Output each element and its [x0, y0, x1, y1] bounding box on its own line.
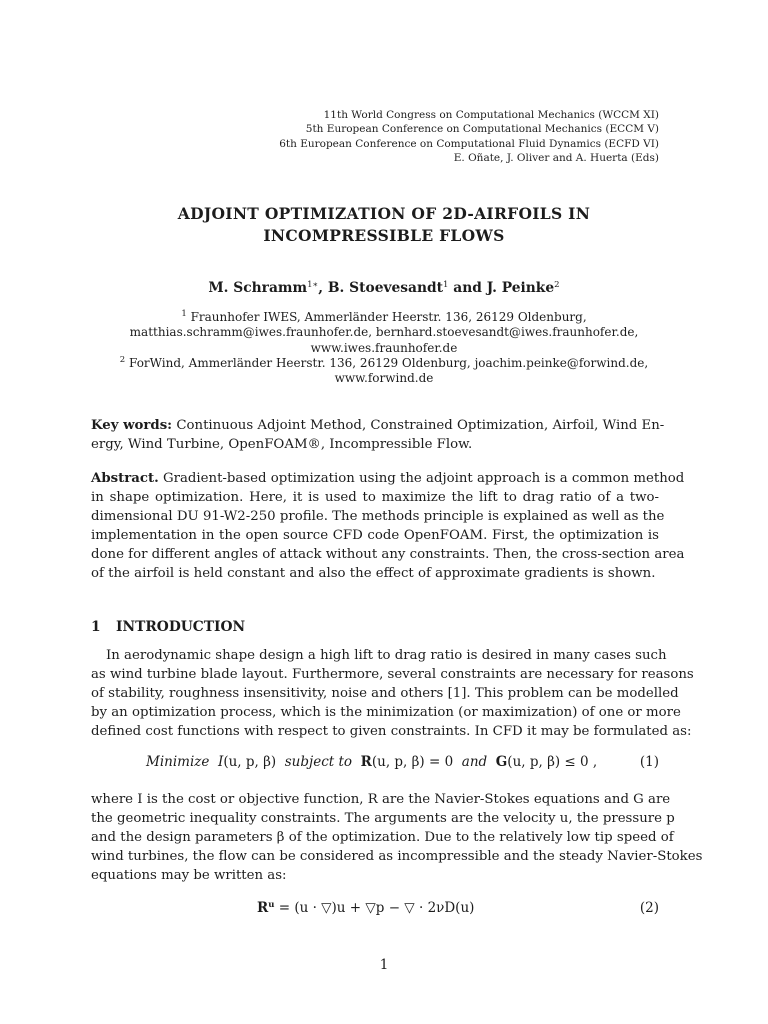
keywords-label: Key words: [91, 418, 173, 433]
conference-editors: E. Oñate, J. Oliver and A. Huerta (Eds) [453, 151, 659, 164]
author-separator: , [318, 280, 328, 296]
abstract-line: in shape optimization. Here, it is used to maximize the lift to drag ratio of a two- [91, 490, 659, 506]
affiliation-text: ForWind, Ammerländer Heerstr. 136, 26129 Oldenburg, joachim.peinke@forwind.de, [125, 355, 649, 370]
body-line: In aerodynamic shape design a high lift to drag ratio is desired in many cases such [106, 648, 667, 663]
page-number: 1 [379, 957, 389, 973]
author-name: M. Schramm [208, 280, 308, 296]
abstract-line: of the airfoil is held constant and also the effect of approximate gradients is shown. [91, 566, 656, 582]
affiliation-mark: 1 [181, 309, 187, 319]
abstract [91, 469, 685, 584]
body-line: where I is the cost or objective function, R are the Navier-Stokes equations and G are [91, 792, 671, 807]
equation-number: (1) [639, 754, 659, 770]
author-list [0, 280, 768, 296]
body-line: and the design parameters β of the optimization. Due to the relatively low tip speed of [91, 830, 674, 846]
conference-line: 6th European Conference on Computational Fluid Dynamics (ECFD VI) [279, 137, 659, 150]
eq-r-args: (u, p, β) = 0 [371, 754, 454, 770]
title-line: INCOMPRESSIBLE FLOWS [263, 226, 505, 245]
abstract-line: done for different angles of attack without any constraints. Then, the cross-section area [91, 547, 685, 563]
eq-and: and [461, 754, 488, 770]
author-affiliation-mark: 2 [554, 280, 560, 290]
eq-symbol-r: R [360, 754, 372, 770]
equation-number: (2) [639, 900, 659, 916]
author-separator: and [448, 280, 487, 296]
affiliation-line [0, 310, 768, 325]
conference-line: 11th World Congress on Computational Mechanics (WCCM XI) [323, 109, 659, 121]
eq-args: (u, p, β) [223, 754, 277, 770]
body-line: defined cost functions with respect to given constraints. In CFD it may be formulated as: [91, 724, 692, 740]
eq-symbol-r: R [257, 900, 269, 916]
eq-superscript: u [268, 900, 275, 910]
paper-title [0, 203, 768, 247]
abstract-line [91, 469, 685, 488]
author-name: J. Peinke [486, 280, 555, 296]
equation-body [257, 900, 474, 916]
abstract-line: implementation in the open source CFD code OpenFOAM. First, the optimization is [91, 528, 659, 544]
eq-minimize: Minimize [146, 754, 210, 770]
abstract-label: Abstract. [91, 471, 159, 486]
conference-header [279, 108, 659, 165]
author-affiliation-mark: 1∗ [307, 280, 319, 290]
keywords [91, 416, 665, 454]
affiliation-emails: matthias.schramm@iwes.fraunhofer.de, bernhard.stoevesandt@iwes.fraunhofer.de, [129, 325, 639, 340]
body-line: wind turbines, the flow can be considered as incompressible and the steady Navier-Stokes [91, 849, 703, 865]
abstract-line: dimensional DU 91-W2-250 profile. The methods principle is explained as well as the [91, 509, 665, 525]
author-affiliation-mark: 1 [443, 280, 449, 290]
section-number: 1 [91, 619, 101, 635]
keywords-line: ergy, Wind Turbine, OpenFOAM®, Incompressible Flow. [91, 437, 473, 453]
affiliation-line [0, 356, 768, 371]
body-line: as wind turbine blade layout. Furthermore, several constraints are necessary for reasons [91, 667, 694, 683]
keywords-text: Continuous Adjoint Method, Constrained Optimization, Airfoil, Wind En- [172, 418, 665, 433]
abstract-text: Gradient-based optimization using the adjoint approach is a common method [158, 471, 685, 486]
affiliation-text: Fraunhofer IWES, Ammerländer Heerstr. 136, 26129 Oldenburg, [186, 310, 587, 324]
body-line: equations may be written as: [91, 868, 287, 884]
body-paragraph [91, 790, 703, 885]
eq-subject-to: subject to [284, 754, 353, 770]
body-line: the geometric inequality constraints. The arguments are the velocity u, the pressure p [91, 811, 675, 827]
section-title: INTRODUCTION [116, 619, 246, 635]
equation-body [146, 754, 597, 770]
affiliation-website: www.iwes.fraunhofer.de [310, 340, 458, 355]
title-line: ADJOINT OPTIMIZATION OF 2D-AIRFOILS IN [177, 204, 591, 223]
eq-g-args: (u, p, β) ≤ 0 , [507, 754, 598, 770]
eq-symbol-g: G [495, 754, 508, 770]
affiliation-website: www.forwind.de [334, 371, 434, 386]
affiliation-mark: 2 [119, 354, 126, 365]
eq-symbol-i: I [217, 754, 224, 770]
introduction-paragraph [91, 646, 694, 741]
body-line: of stability, roughness insensitivity, noise and others [1]. This problem can be modelled [91, 686, 679, 702]
eq-rhs: = (u · ▽)u + ▽p − ▽ · 2νD(u) [274, 900, 475, 916]
keywords-line [91, 416, 665, 435]
body-line: by an optimization process, which is the minimization (or maximization) of one or more [91, 705, 681, 721]
author-name: B. Stoevesandt [327, 280, 444, 296]
section-heading [91, 619, 245, 635]
conference-line: 5th European Conference on Computational Mechanics (ECCM V) [305, 123, 659, 136]
affiliations [0, 310, 768, 386]
